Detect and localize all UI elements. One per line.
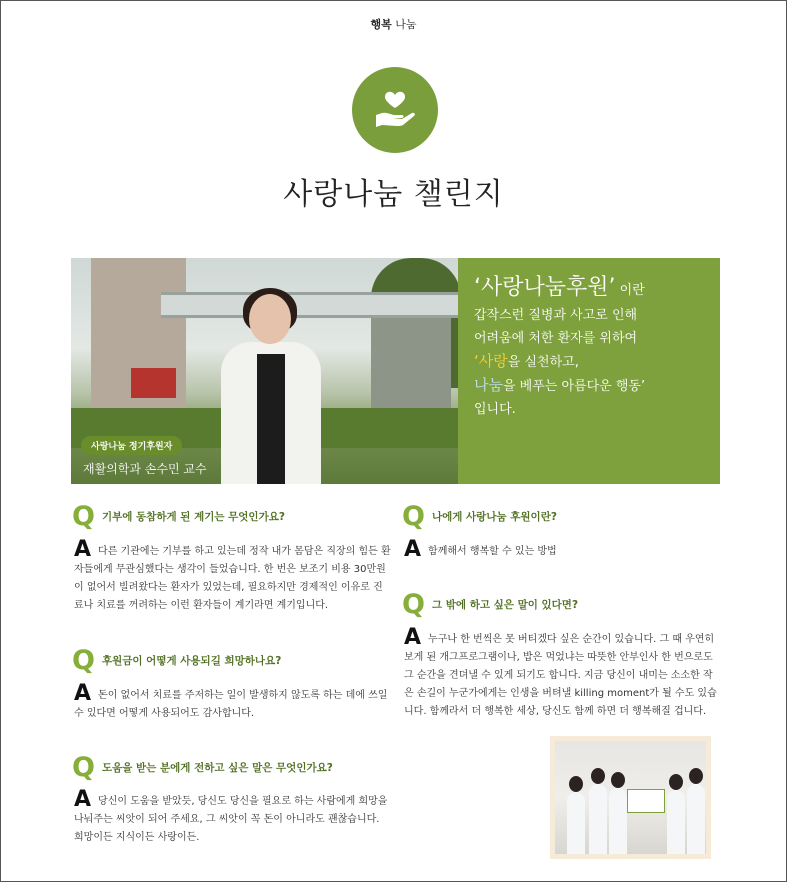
answer-1: [74, 537, 392, 615]
answer-3: [74, 787, 392, 847]
banner-highlight-love: 사랑: [478, 352, 508, 370]
feature-banner: [71, 258, 720, 484]
question-text: 나에게 사랑나눔 후원이란?: [431, 511, 557, 523]
donor-name: 재활의학과 손수민 교수: [83, 462, 207, 476]
banner-line3: 어려움에 처한 환자를 위하여: [474, 331, 638, 346]
question-1: [72, 503, 285, 530]
answer-4: [404, 537, 719, 562]
question-3: [72, 754, 333, 781]
group-photo: [550, 736, 711, 859]
section-tag-bold: 행복: [370, 18, 392, 31]
question-4: [402, 503, 557, 530]
q-mark: Q: [72, 752, 95, 783]
banner-line2: 갑작스런 질병과 사고로 인해: [474, 308, 638, 323]
question-5: [402, 591, 578, 618]
question-text: 후원금이 어떻게 사용되길 희망하나요?: [101, 655, 282, 667]
a-mark: A: [74, 537, 92, 562]
question-text: 도움을 받는 분에게 전하고 싶은 말은 무엇인가요?: [101, 762, 333, 774]
a-mark: A: [404, 625, 422, 650]
answer-5: [404, 625, 722, 721]
banner-quote-open: ‘: [474, 352, 479, 370]
answer-text: 돈이 없어서 치료를 주저하는 일이 발생하지 않도록 하는 데에 쓰일 수 있다면 어떻게 사용되어도 감사합니다.: [74, 690, 388, 719]
section-tag: [1, 16, 786, 32]
answer-text: 함께해서 행복할 수 있는 방법: [428, 546, 557, 557]
answer-2: [74, 681, 392, 723]
question-2: [72, 647, 281, 674]
heart-hand-icon: [352, 67, 438, 153]
banner-line6: 입니다.: [474, 402, 516, 417]
question-text: 그 밖에 하고 싶은 말이 있다면?: [431, 599, 579, 611]
answer-text: 다른 기관에는 기부를 하고 있는데 정작 내가 몸담은 직장의 힘든 환자들에게 무관심했다는 생각이 들었습니다. 한 번은 보조기 비용 30만원이 없어서 빌려왔다는 환자가 있었는데, 필요하지만 경제적인 이유로 진료나 치료를 꺼려하는 이런 환자들이 계기라면 계기입니다.: [74, 546, 391, 611]
banner-line5-rest: 을 베푸는 아름다운 행동’: [502, 379, 646, 394]
q-mark: Q: [402, 589, 425, 620]
a-mark: A: [74, 787, 92, 812]
donor-photo: [71, 258, 458, 484]
donor-badge: 사랑나눔 정기후원자: [81, 436, 182, 455]
a-mark: A: [404, 537, 422, 562]
question-text: 기부에 동참하게 된 계기는 무엇인가요?: [101, 511, 285, 523]
section-tag-rest: 나눔: [391, 18, 417, 31]
answer-text: 당신이 도움을 받았듯, 당신도 당신을 필요로 하는 사람에게 희망을 나눠주는 씨앗이 되어 주세요, 그 씨앗이 꼭 돈이 아니라도 괜찮습니다. 희망이든 지식이든 사랑이든.: [74, 796, 388, 843]
page-title: 사랑나눔 챌린지: [283, 177, 504, 212]
q-mark: Q: [402, 501, 425, 532]
q-mark: Q: [72, 645, 95, 676]
answer-text: 누구나 한 번씩은 못 버티겠다 싶은 순간이 있습니다. 그 때 우연히 보게 된 개그프로그램이나, 밥은 먹었냐는 따뜻한 안부인사 한 번으로도 그 순간을 견뎌낼 수 있게 되기도 합니다. 지금 당신이 내미는 소소한 작은 손길이 누군가에게는 인생을 버텨낼 killing moment가 될 수도 있습니다. 함께라서 더 행복한 세상, 당신도 함께 하면 더 행복해질 겁니다.: [404, 634, 717, 717]
banner-highlight-share: 나눔: [474, 376, 503, 394]
a-mark: A: [74, 681, 92, 706]
banner-line1-rest: 이란: [619, 283, 645, 298]
q-mark: Q: [72, 501, 95, 532]
banner-definition: [474, 272, 714, 421]
banner-line4-rest: 을 실천하고,: [507, 355, 579, 370]
banner-keyword: ‘사랑나눔후원’: [474, 275, 616, 300]
